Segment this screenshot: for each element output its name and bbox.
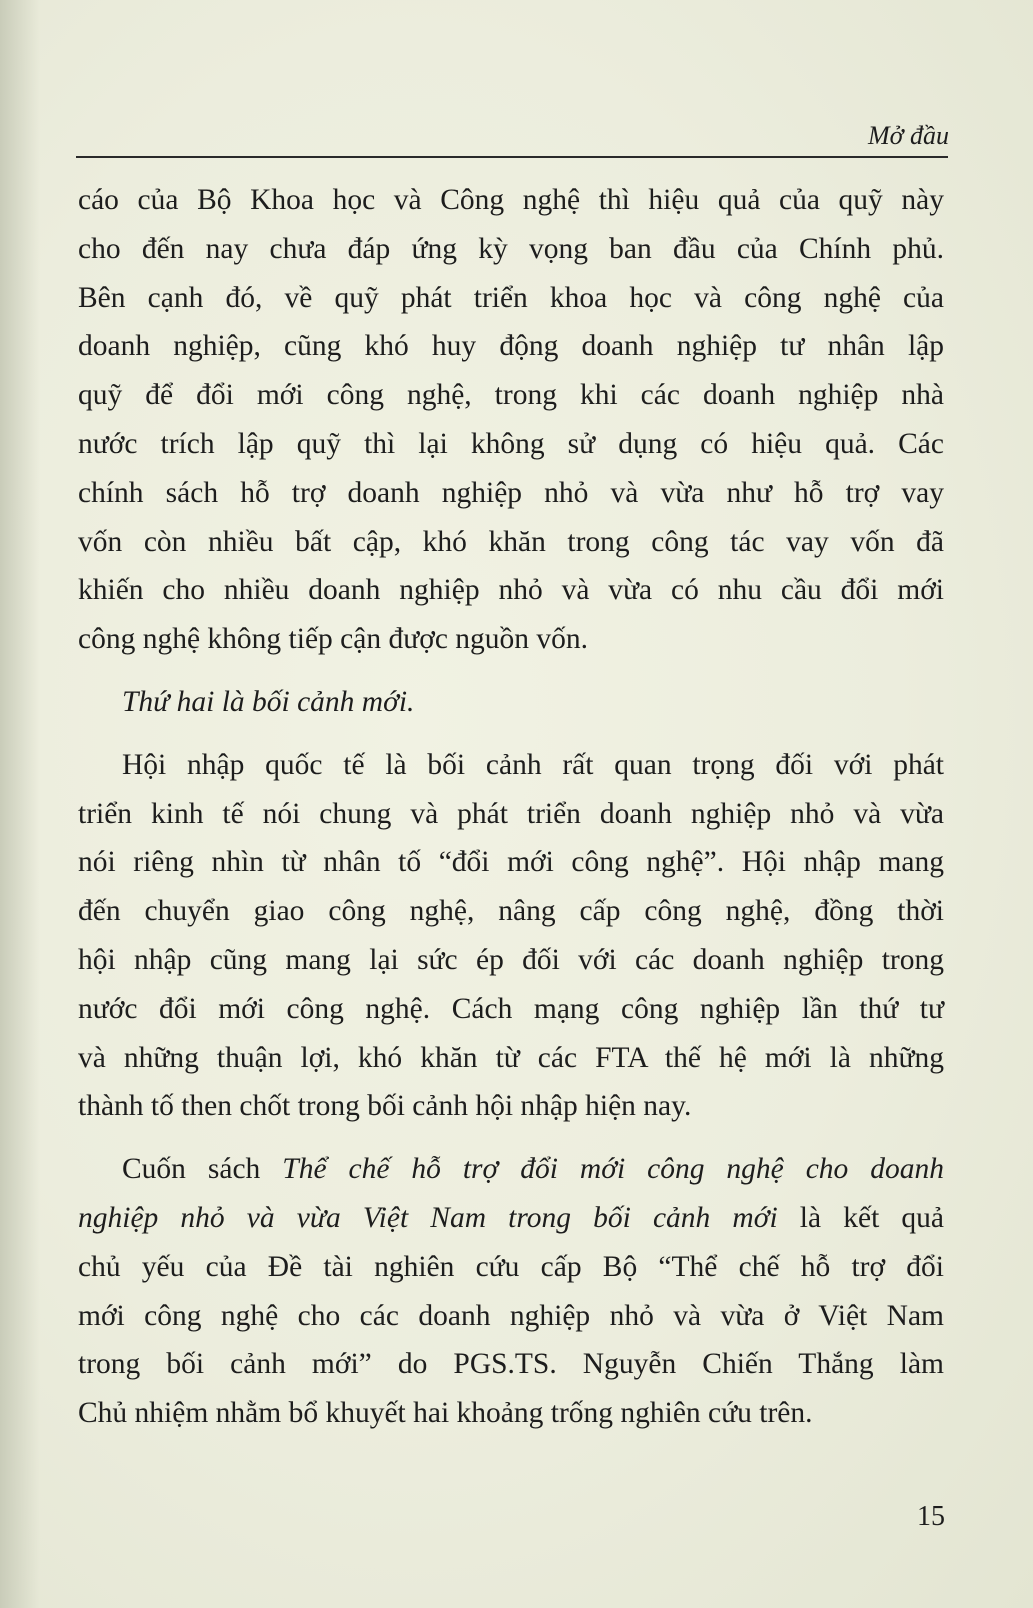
text-run: là kết quả (777, 1201, 944, 1234)
body-text (78, 176, 944, 1452)
paragraph-2-subheading: Thứ hai là bối cảnh mới. (122, 685, 415, 718)
text-line: đến chuyển giao công nghệ, nâng cấp công nghệ, đồng thời (78, 895, 944, 928)
text-line: nước đổi mới công nghệ. Cách mạng công nghiệp lần thứ tư (78, 992, 944, 1025)
paragraph-1 (78, 176, 944, 664)
text-line (78, 1194, 944, 1243)
binding-shadow (0, 0, 40, 1608)
text-line: chính sách hỗ trợ doanh nghiệp nhỏ và vừa như hỗ trợ vay (78, 476, 944, 509)
text-line: triển kinh tế nói chung và phát triển doanh nghiệp nhỏ và vừa (78, 797, 944, 830)
text-line: và những thuận lợi, khó khăn từ các FTA thế hệ mới là những (78, 1041, 944, 1074)
text-line: khiến cho nhiều doanh nghiệp nhỏ và vừa có nhu cầu đổi mới (78, 574, 944, 607)
page-number: 15 (917, 1501, 945, 1532)
paragraph-4 (78, 1145, 944, 1438)
paragraph-3 (78, 741, 944, 1131)
header-rule (76, 156, 948, 158)
book-title-part-1: Thể chế hỗ trợ đổi mới công nghệ cho doanh (282, 1153, 945, 1186)
text-line: chủ yếu của Đề tài nghiên cứu cấp Bộ “Thể chế hỗ trợ đổi (78, 1250, 944, 1283)
text-run: Cuốn sách (122, 1153, 283, 1186)
text-line: cáo của Bộ Khoa học và Công nghệ thì hiệu quả của quỹ này (78, 184, 944, 216)
text-line: trong bối cảnh mới” do PGS.TS. Nguyễn Chiến Thắng làm (78, 1348, 944, 1381)
text-line: vốn còn nhiều bất cập, khó khăn trong công tác vay vốn đã (78, 525, 944, 558)
text-line: thành tố then chốt trong bối cảnh hội nhập hiện nay. (78, 1090, 692, 1123)
running-head: Mở đầu (867, 121, 949, 150)
book-title-part-2: nghiệp nhỏ và vừa Việt Nam trong bối cảnh mới (78, 1201, 778, 1234)
text-line: nói riêng nhìn từ nhân tố “đổi mới công nghệ”. Hội nhập mang (78, 846, 944, 879)
text-line: nước trích lập quỹ thì lại không sử dụng có hiệu quả. Các (78, 427, 944, 460)
text-line (78, 1145, 944, 1194)
text-line: Hội nhập quốc tế là bối cảnh rất quan trọng đối với phát (122, 748, 944, 781)
text-line: cho đến nay chưa đáp ứng kỳ vọng ban đầu của Chính phủ. (78, 232, 944, 265)
text-line: hội nhập cũng mang lại sức ép đối với các doanh nghiệp trong (78, 943, 944, 976)
text-line: mới công nghệ cho các doanh nghiệp nhỏ và vừa ở Việt Nam (78, 1299, 944, 1332)
text-line: quỹ để đổi mới công nghệ, trong khi các doanh nghiệp nhà (78, 379, 944, 412)
text-line: doanh nghiệp, cũng khó huy động doanh nghiệp tư nhân lập (78, 330, 944, 363)
text-line: công nghệ không tiếp cận được nguồn vốn. (78, 623, 589, 656)
text-line: Bên cạnh đó, về quỹ phát triển khoa học và công nghệ của (78, 281, 944, 314)
text-line: Chủ nhiệm nhằm bổ khuyết hai khoảng trống nghiên cứu trên. (78, 1397, 813, 1430)
